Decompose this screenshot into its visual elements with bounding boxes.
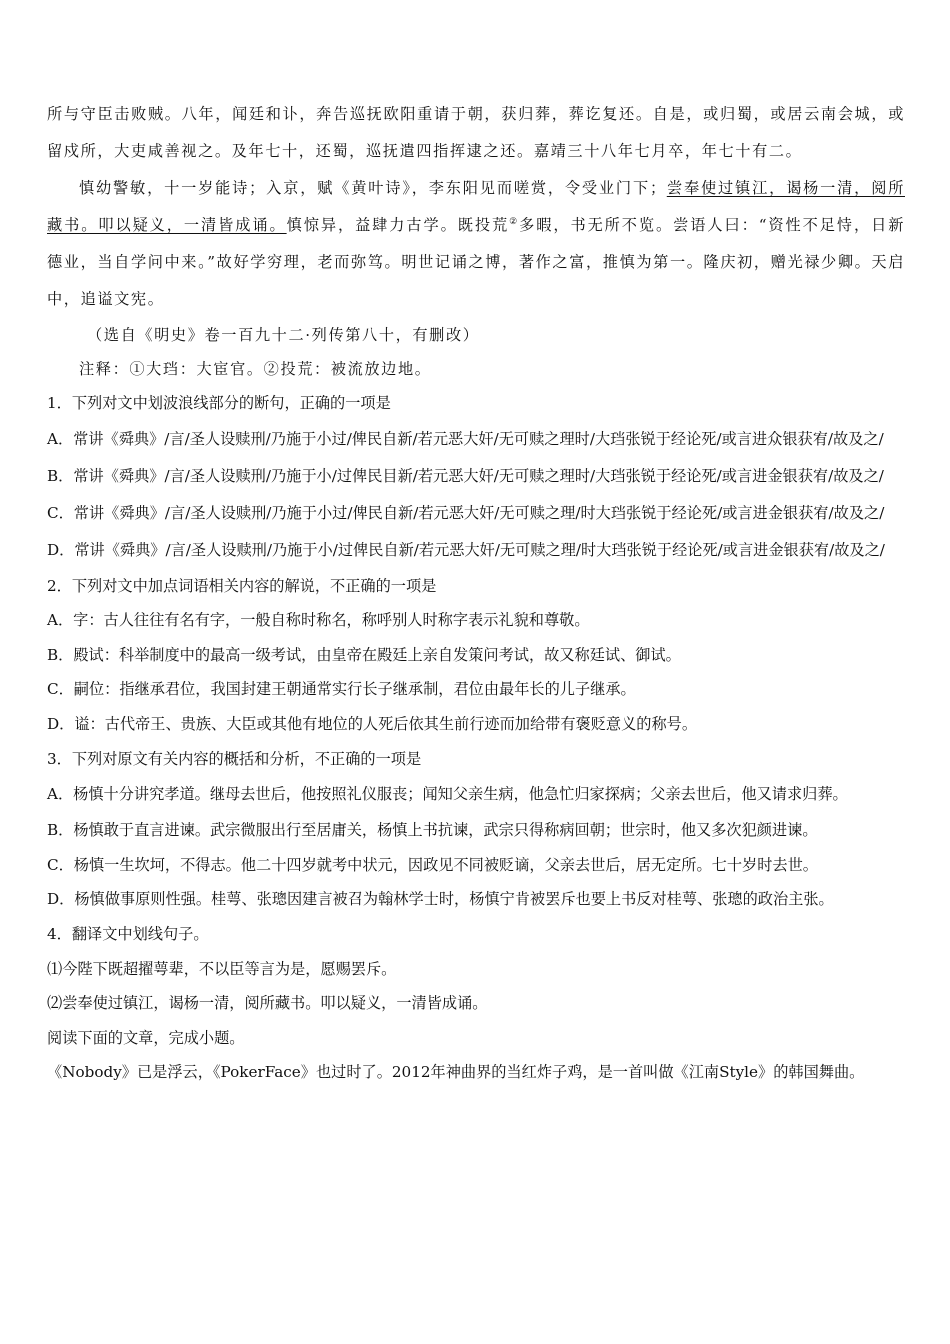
question-1-option-a: A．常讲《舜典》/言/圣人设赎刑/乃施于小过/俾民自新/若元恶大奸/无可赎之理时/大珰张锐于经论死/或言进众银获宥/故及之/ — [47, 429, 884, 448]
question-3-option-d: D．杨慎做事原则性强。桂萼、张璁因建言被召为翰林学士时，杨慎宁肯被罢斥也要上书反对桂萼、张璁的政治主张。 — [47, 890, 834, 909]
question-2-option-c: C．嗣位：指继承君位，我国封建王朝通常实行长子继承制，君位由最年长的儿子继承。 — [47, 680, 636, 699]
passage-notes: 注释：①大珰：大宦官。②投荒：被流放边地。 — [79, 360, 432, 378]
document-page — [47, 96, 905, 1090]
question-3-option-a: A．杨慎十分讲究孝道。继母去世后，他按照礼仪服丧；闻知父亲生病，他急忙归家探病；父亲去世后，他又请求归葬。 — [47, 785, 848, 804]
underlined-sentence: 尝奉使过镇江，谒杨一清，阅所藏书。叩以疑义，一清皆成诵。 — [47, 179, 905, 234]
question-2-option-d: D．谥：古代帝王、贵族、大臣或其他有地位的人死后依其生前行迹而加给带有褒贬意义的称号。 — [47, 714, 698, 733]
footnote-marker-2: ② — [509, 216, 520, 227]
question-1-stem: 1．下列对文中划波浪线部分的断句，正确的一项是 — [47, 394, 391, 412]
question-3-option-b: B．杨慎敢于直言进谏。武宗微服出行至居庸关，杨慎上书抗谏，武宗只得称病回朝；世宗时，他又多次犯颜进谏。 — [47, 821, 818, 840]
article-first-line: 《Nobody》已是浮云，《PokerFace》也过时了。2012年神曲界的当红炸子鸡，是一首叫做《江南Style》的韩国舞曲。 — [47, 1063, 865, 1082]
question-3-stem: 3．下列对原文有关内容的概括和分析，不正确的一项是 — [47, 749, 422, 768]
question-2-option-a: A．字：古人往往有名有字，一般自称时称名，称呼别人时称字表示礼貌和尊敬。 — [47, 611, 590, 630]
question-1-option-d: D．常讲《舜典》/言/圣人设赎刑/乃施于小/过俾民自新/若元恶大奸/无可赎之理/时大珰张锐于经论死/或言进金银获宥/故及之/ — [47, 540, 885, 559]
question-3-option-c: C．杨慎一生坎坷，不得志。他二十四岁就考中状元，因政见不同被贬谪，父亲去世后，居无定所。七十岁时去世。 — [47, 855, 818, 874]
para2-lead: 慎幼警敏，十一岁能诗；入京，赋《黄叶诗》，李东阳见而嗟赏，令受业门下； — [79, 179, 667, 197]
para2-mid: 慎惊异，益肆力古学。既投荒 — [286, 216, 510, 234]
passage-paragraph-2 — [47, 170, 905, 318]
passage-source: （选自《明史》卷一百九十二·列传第八十，有删改） — [87, 326, 480, 344]
question-4-stem: 4．翻译文中划线句子。 — [47, 924, 209, 943]
passage-paragraph-1: 所与守臣击败贼。八年，闻廷和讣，奔告巡抚欧阳重请于朝，获归葬，葬讫复还。自是，或归蜀，或居云南会城，或留戍所，大吏咸善视之。及年七十，还蜀，巡抚遣四指挥逮之还。嘉靖三十八年七月卒，年七十有二。 — [47, 105, 905, 160]
para2-tail: 多暇，书无所不览。尝语人曰：“资性不足恃，日新德业，当自学问中来。”故好学穷理，老而弥笃。明世记诵之博，著作之富，推慎为第一。隆庆初，赠光禄少卿。天启中，追谥文宪。 — [47, 216, 905, 308]
question-4-sentence-2: ⑵尝奉使过镇江，谒杨一清，阅所藏书。叩以疑义，一清皆成诵。 — [47, 994, 488, 1013]
question-2-option-b: B．殿试：科举制度中的最高一级考试，由皇帝在殿廷上亲自发策问考试，故又称廷试、御试。 — [47, 645, 681, 664]
reading-instruction: 阅读下面的文章，完成小题。 — [47, 1028, 245, 1047]
question-2-stem: 2．下列对文中加点词语相关内容的解说，不正确的一项是 — [47, 576, 437, 595]
question-1-option-b: B．常讲《舜典》/言/圣人设赎刑/乃施于小/过俾民目新/若元恶大奸/无可赎之理时/大珰张锐于经论死/或言进金银获宥/故及之/ — [47, 466, 884, 485]
question-1-option-c: C．常讲《舜典》/言/圣人设赎刑/乃施于小过/俾民自新/若元恶大奸/无可赎之理/时大珰张锐于经论死/或言进金银获宥/故及之/ — [47, 503, 885, 522]
question-4-sentence-1: ⑴今陛下既超擢萼辈，不以臣等言为是，愿赐罢斥。 — [47, 959, 397, 978]
